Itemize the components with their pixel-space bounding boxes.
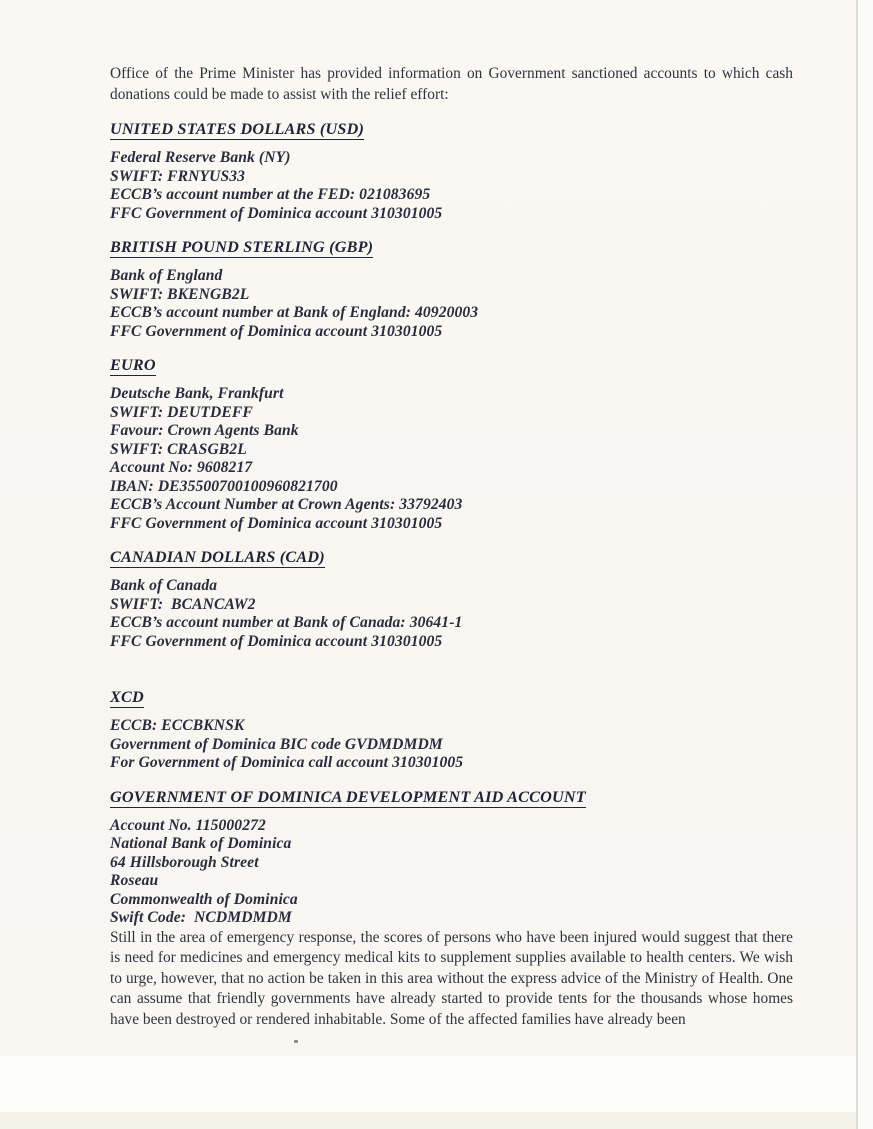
bottom-white-band xyxy=(0,1056,857,1112)
bank-details-euro xyxy=(110,385,793,533)
section-heading-usd: UNITED STATES DOLLARS (USD) xyxy=(110,120,365,139)
bank-line: IBAN: DE35500700100960821700 xyxy=(110,477,338,495)
bank-details-usd xyxy=(110,149,793,223)
bank-details-development-aid xyxy=(110,817,793,928)
bank-details-cad xyxy=(110,577,793,651)
bank-line: ECCB’s account number at the FED: 021083695 xyxy=(110,186,431,204)
section-gbp xyxy=(110,237,793,341)
bank-line: ECCB’s Account Number at Crown Agents: 33792403 xyxy=(110,496,463,514)
scan-margin-strip xyxy=(858,0,873,1129)
bank-line: FFC Government of Dominica account 310301005 xyxy=(110,322,443,340)
bank-details-gbp xyxy=(110,267,793,341)
bank-line: 64 Hillsborough Street xyxy=(110,853,259,871)
bank-line: ECCB: ECCBKNSK xyxy=(110,717,245,735)
bank-line: Commonwealth of Dominica xyxy=(110,890,298,908)
bank-line: ECCB’s account number at Bank of England: 40920003 xyxy=(110,304,479,322)
intro-paragraph: Office of the Prime Minister has provided information on Government sanctioned accounts to which cash donations could be made to assist with the relief effort: xyxy=(110,65,793,103)
page-content xyxy=(110,64,793,1031)
section-heading-cad: CANADIAN DOLLARS (CAD) xyxy=(110,548,325,567)
bank-line: SWIFT: FRNYUS33 xyxy=(110,167,246,185)
bank-line: Swift Code: NCDMDMDM xyxy=(110,909,292,927)
bank-line: Bank of England xyxy=(110,267,223,285)
bottom-strip xyxy=(0,1112,857,1129)
bank-line: Account No: 9608217 xyxy=(110,459,253,477)
bank-line: Account No. 115000272 xyxy=(110,816,266,834)
section-development-aid xyxy=(110,787,793,928)
bank-line: Favour: Crown Agents Bank xyxy=(110,422,299,440)
bank-line: SWIFT: CRASGB2L xyxy=(110,440,247,458)
bank-line: National Bank of Dominica xyxy=(110,835,292,853)
bank-line: Government of Dominica BIC code GVDMDMDM xyxy=(110,735,443,753)
bank-line: SWIFT: BCANCAW2 xyxy=(110,595,256,613)
section-usd xyxy=(110,119,793,223)
bank-line: Deutsche Bank, Frankfurt xyxy=(110,385,284,403)
section-heading-gbp: BRITISH POUND STERLING (GBP) xyxy=(110,238,374,257)
section-heading-xcd: XCD xyxy=(110,688,144,707)
bank-details-xcd xyxy=(110,717,793,773)
section-xcd xyxy=(110,687,793,773)
bank-line: FFC Government of Dominica account 310301005 xyxy=(110,514,443,532)
bank-line: Bank of Canada xyxy=(110,577,218,595)
bank-line: FFC Government of Dominica account 310301005 xyxy=(110,204,443,222)
section-cad xyxy=(110,547,793,651)
bank-line: SWIFT: DEUTDEFF xyxy=(110,403,253,421)
bank-line: SWIFT: BKENGB2L xyxy=(110,285,250,303)
bank-line: Roseau xyxy=(110,872,159,890)
section-euro xyxy=(110,355,793,533)
scan-speck xyxy=(294,1040,298,1043)
bank-line: For Government of Dominica call account 310301005 xyxy=(110,754,464,772)
closing-paragraph: Still in the area of emergency response, the scores of persons who have been injured would suggest that there is need for medicines and emergency medical kits to supplement supplies available to health centers. We wish to urge, however, that no action be taken in this area without the express advice of the Ministry of Health. One can assume that friendly governments have already started to provide tents for the thousands whose homes have been destroyed or rendered inhabitable. Some of the affected families have already been xyxy=(110,928,793,1029)
section-heading-euro: EURO xyxy=(110,356,156,375)
bank-line: Federal Reserve Bank (NY) xyxy=(110,149,291,167)
bank-line: ECCB’s account number at Bank of Canada: 30641-1 xyxy=(110,614,463,632)
bank-line: FFC Government of Dominica account 310301005 xyxy=(110,632,443,650)
section-heading-development-aid: GOVERNMENT OF DOMINICA DEVELOPMENT AID ACCOUNT xyxy=(110,787,586,806)
